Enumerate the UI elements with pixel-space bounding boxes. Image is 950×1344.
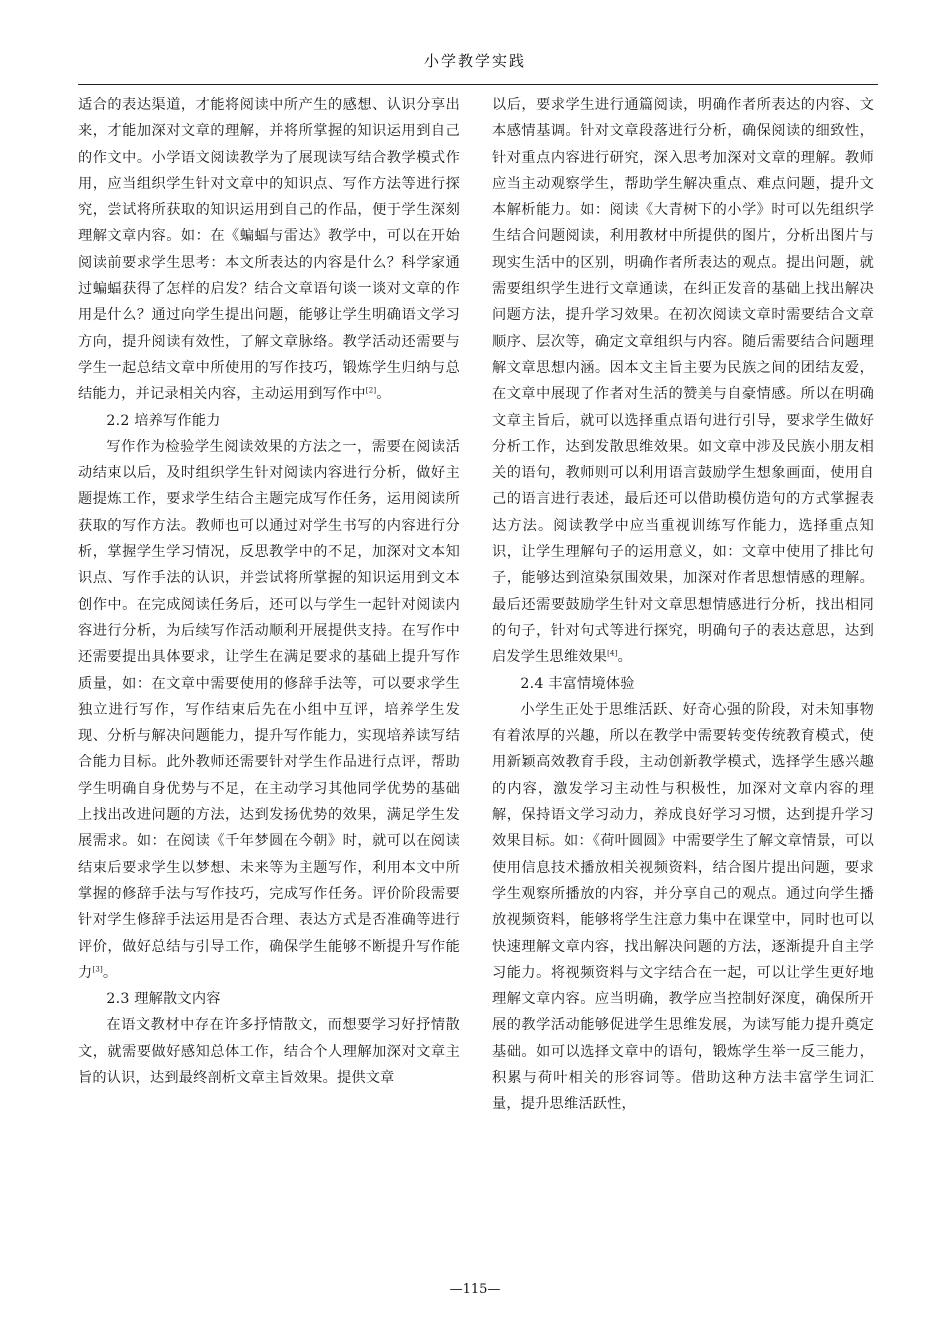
header-divider xyxy=(78,84,878,85)
section-heading-2-3: 2.3 理解散文内容 xyxy=(106,991,221,1008)
paragraph-text: 适合的表达渠道，才能将阅读中所产生的感想、认识分享出来，才能加深对文章的理解，并将所掌握的知识运用到自己的作文中。小学语文阅读教学为了展现读写结合教学模式作用，应当组织学生针对文章中的知识点、写作方法等进行探究，尝试将所获取的知识运用到自己的作品，便于学生深刻理解文章内容。如：在《蝙蝠与雷达》教学中，可以在开始阅读前要求学生思考：本文所表达的内容是什么？科学家通过蝙蝠获得了怎样的启发？结合文章语句谈一谈对文章的作用是什么？通过向学生提出问题，能够让学生明确语文学习方向，提升阅读有效性，了解文章脉络。教学活动还需要与学生一起总结文章中所使用的写作技巧，锻炼学生归纳与总结能力，并记录相关内容，主动运用到写作中 xyxy=(78,97,460,403)
citation: [2] xyxy=(365,386,377,395)
paragraph xyxy=(78,434,460,986)
right-column xyxy=(492,92,874,1118)
paragraph xyxy=(492,92,874,671)
paragraph: 小学生正处于思维活跃、好奇心强的阶段，对未知事物有着浓厚的兴趣，所以在教学中需要转变传统教育模式，使用新颖高效教育手段，主动创新教学模式，选择学生感兴趣的内容，激发学习主动性与积极性，加深对文章内容的理解，保持语文学习动力，养成良好学习习惯，达到提升学习效果目标。如：《荷叶圆圆》中需要学生了解文章情景，可以使用信息技术播放相关视频资料，结合图片提出问题，要求学生观察所播放的内容，并分享自己的观点。通过向学生播放视频资料，能够将学生注意力集中在课堂中，同时也可以快速理解文章内容，找出解决问题的方法，逐渐提升自主学习能力。将视频资料与文字结合在一起，可以让学生更好地理解文章内容。应当明确，教学应当控制好深度，确保所开展的教学活动能够促进学生思维发展，为读写能力提升奠定基础。如可以选择文章中的语句，锻炼学生举一反三能力，积累与荷叶相关的形容词等。借助这种方法丰富学生词汇量，提升思维活跃性， xyxy=(492,701,874,1113)
page-number: —115— xyxy=(449,1282,501,1297)
paragraph: 在语文教材中存在许多抒情散文，而想要学习好抒情散文，就需要做好感知总体工作，结合个人理解加深对文章主旨的认识，达到最终剖析文章主旨效果。提供文章 xyxy=(78,1017,460,1086)
paragraph-end: 。 xyxy=(102,964,118,981)
paragraph xyxy=(78,92,460,408)
section-heading-2-2: 2.2 培养写作能力 xyxy=(106,412,221,429)
paragraph-text: 以后，要求学生进行通篇阅读，明确作者所表达的内容、文本感情基调。针对文章段落进行分析，确保阅读的细致性，针对重点内容进行研究，深入思考加深对文章的理解。教师应当主动观察学生，帮助学生解决重点、难点问题，提升文本解析能力。如：阅读《大青树下的小学》时可以先组织学生结合问题阅读，利用教材中所提供的图片，分析出图片与现实生活中的区别，明确作者所表达的观点。提出问题，就需要组织学生进行文章通读，在纠正发音的基础上找出解决问题方法，提升学习效果。在初次阅读文章时需要结合文章顺序、层次等，确定文章组织与内容。随后需要结合问题理解文章思想内涵。因本文主旨主要为民族之间的团结友爱，在文章中展现了作者对生活的赞美与自豪情感。所以在明确文章主旨后，就可以选择重点语句进行引导，要求学生做好分析工作，达到发散思维效果。如文章中涉及民族小朋友相关的语句，教师则可以利用语言鼓励学生想象画面，使用自己的语言进行表述，最后还可以借助模仿造句的方式掌握表达方法。阅读教学中应当重视训练写作能力，选择重点知识，让学生理解句子的运用意义，如：文章中使用了排比句子，能够达到渲染氛围效果，加深对作者思想情感的理解。最后还需要鼓励学生针对文章思想情感进行分析，找出相同的句子，针对句式等进行探究，明确句子的表达意思，达到启发学生思维效果 xyxy=(492,97,874,666)
paragraph-text: 写作作为检验学生阅读效果的方法之一，需要在阅读活动结束以后，及时组织学生针对阅读内容进行分析，做好主题提炼工作，要求学生结合主题完成写作任务，运用阅读所获取的写作方法。教师也可以通过对学生书写的内容进行分析，掌握学生学习情况，反思教学中的不足，加深对文本知识点、写作手法的认识，并尝试将所掌握的知识运用到文本创作中。在完成阅读任务后，还可以与学生一起针对阅读内容进行分析，为后续写作活动顺利开展提供支持。在写作中还需要提出具体要求，让学生在满足要求的基础上提升写作质量，如：在文章中需要使用的修辞手法等，可以要求学生独立进行写作，写作结束后先在小组中互评，培养学生发现、分析与解决问题能力，提升写作能力，实现培养读写结合能力目标。此外教师还需要针对学生作品进行点评，帮助学生明确自身优势与不足，在主动学习其他同学优势的基础上找出改进问题的方法，达到发扬优势的效果，满足学生发展需求。如：在阅读《千年梦圆在今朝》时，就可以在阅读结束后要求学生以梦想、未来等为主题写作，利用本文中所掌握的修辞手法与写作技巧，完成写作任务。评价阶段需要针对学生修辞手法运用是否合理、表达方式是否准确等进行评价，做好总结与引导工作，确保学生能够不断提升写作能力 xyxy=(78,438,460,981)
left-column xyxy=(78,92,460,1091)
citation: [4] xyxy=(607,649,618,658)
section-heading-2-4: 2.4 丰富情境体验 xyxy=(520,675,635,692)
running-header: 小学教学实践 xyxy=(423,52,526,70)
paragraph-end: 。 xyxy=(376,386,391,403)
citation: [3] xyxy=(92,965,103,974)
paragraph-end: 。 xyxy=(617,649,633,666)
